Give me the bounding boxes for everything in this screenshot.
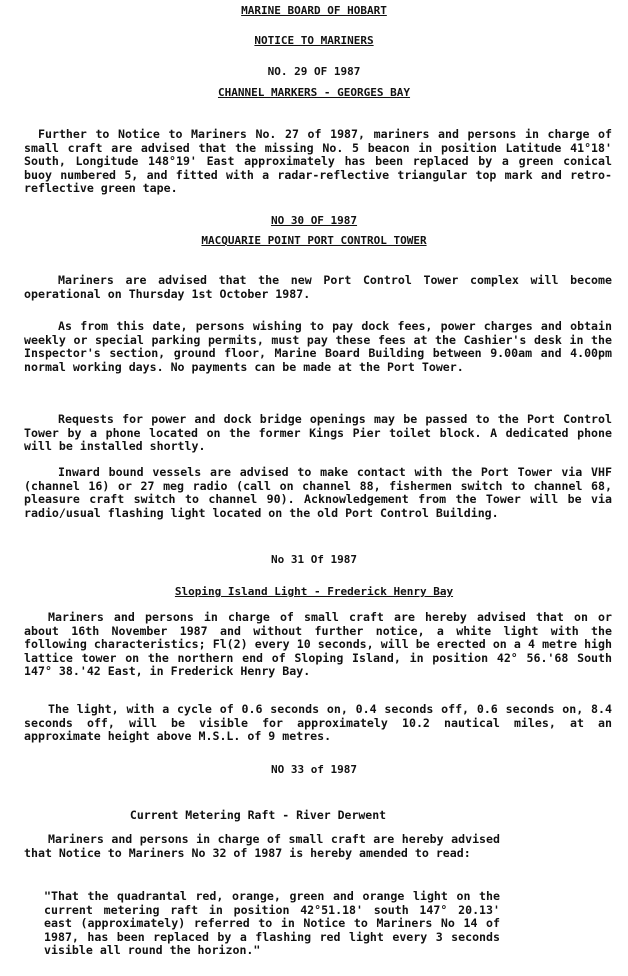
notice-paragraph: As from this date, persons wishing to pay dock fees, power charges and obtain weekly or special parking permits, must pay these fees at the Cashier's desk in the Inspector's section, ground floor, Marine Board Building between 9.00am and 4.00pm normal working days. No payments can be made at the Port Tower. — [24, 319, 612, 374]
notice-title: NOTICE TO MARINERS — [254, 34, 374, 47]
notice-heading: CHANNEL MARKERS - GEORGES BAY — [217, 86, 411, 99]
notice-number: NO 33 of 1987 — [270, 763, 358, 776]
notice-number: NO. 29 OF 1987 — [267, 65, 361, 78]
notice-heading: Sloping Island Light - Frederick Henry Bay — [174, 585, 454, 598]
org-heading: MARINE BOARD OF HOBART — [241, 4, 387, 17]
notice-paragraph: Mariners and persons in charge of small craft are hereby advised that Notice to Mariners No 32 of 1987 is hereby amended to read: — [24, 832, 500, 860]
notice-paragraph: Further to Notice to Mariners No. 27 of 1987, mariners and persons in charge of small craft are advised that the missing No. 5 beacon in position Latitude 41°18' South, Longitude 148°19' East approximately has been replaced by a green conical buoy numbered 5, and fitted with a radar-reflective triangular top mark and retro- reflective green tape. — [24, 127, 612, 195]
notice-paragraph: Mariners are advised that the new Port Control Tower complex will become operational on Thursday 1st October 1987. — [24, 273, 612, 301]
notice-number: No 31 Of 1987 — [270, 553, 358, 566]
notice-paragraph: The light, with a cycle of 0.6 seconds on, 0.4 seconds off, 0.6 seconds on, 8.4 seconds off, will be visible for approximately 10.2 nautical miles, at an approximate height above M.S.L. of 9 metres. — [24, 702, 612, 743]
amended-quote: "That the quadrantal red, orange, green and orange light on the current metering raft in position 42°51.18' south 147° 20.13' east (approximately) referred to in Notice to Mariners No 14 of 1987, has been replaced by a flashing red light every 3 seconds visible all round the horizon." — [44, 889, 500, 957]
notice-paragraph: Inward bound vessels are advised to make contact with the Port Tower via VHF (channel 16) or 27 meg radio (call on channel 88, fishermen switch to channel 68, pleasure craft switch to channel 90). Acknowledgement from the Tower will be via radio/usual flashing light located on the old Port Control Building. — [24, 465, 612, 520]
notice-heading: Current Metering Raft - River Derwent — [129, 808, 387, 822]
notice-paragraph: Mariners and persons in charge of small craft are hereby advised that on or about 16th November 1987 and without further notice, a white light with the following characteristics; Fl(2) every 10 seconds, will be erected on a 4 metre high lattice tower on the northern end of Sloping Island, in position 42° 56.'68 South 147° 38.'42 East, in Frederick Henry Bay. — [24, 610, 612, 678]
notice-paragraph: Requests for power and dock bridge openings may be passed to the Port Control Tower by a phone located on the former Kings Pier toilet block. A dedicated phone will be installed shortly. — [24, 412, 612, 453]
notice-number: NO 30 OF 1987 — [270, 214, 358, 227]
notice-heading: MACQUARIE POINT PORT CONTROL TOWER — [201, 234, 427, 247]
